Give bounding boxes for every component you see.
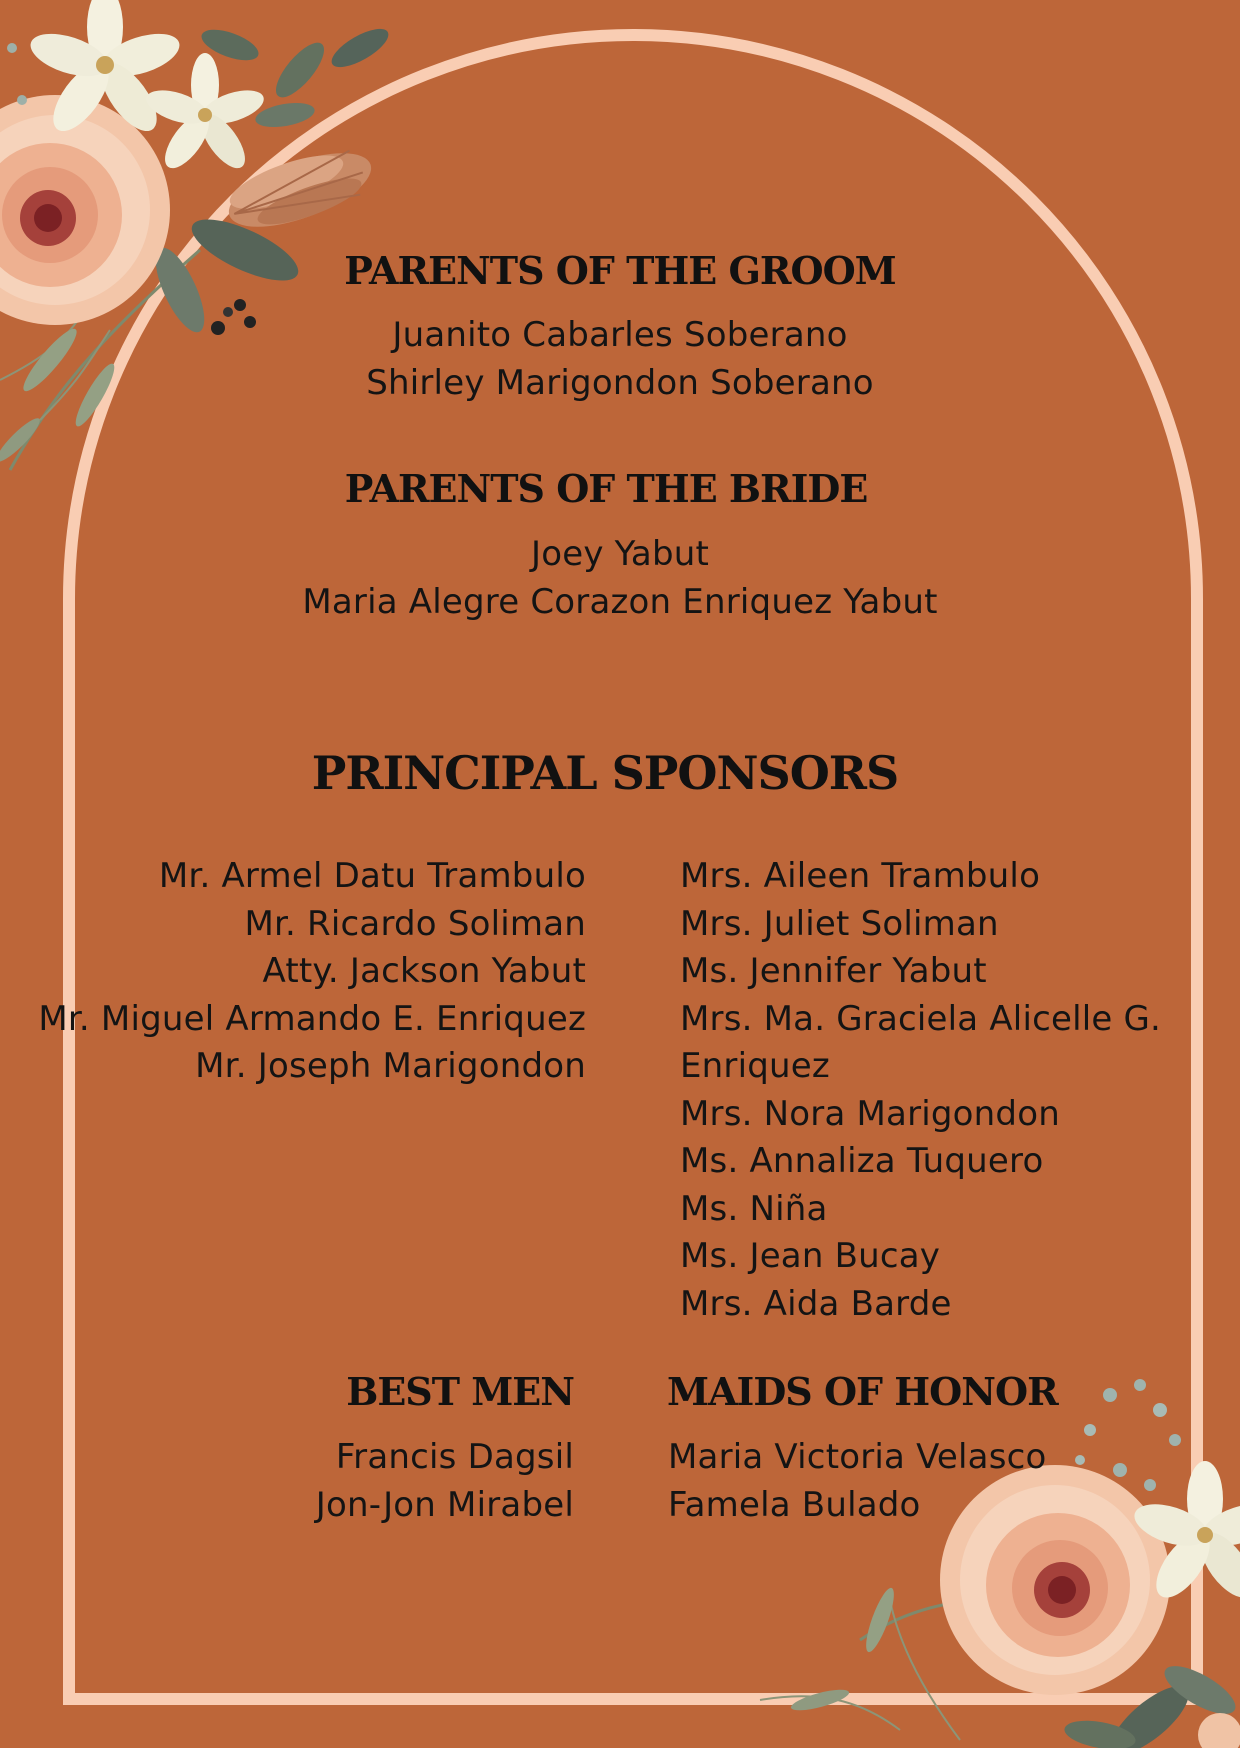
list-item: Mrs. Nora Marigondon <box>680 1093 1060 1134</box>
list-item: Juanito Cabarles Soberano <box>392 315 848 355</box>
parents-bride-list <box>0 531 1240 626</box>
best-men-heading: BEST MEN <box>346 1369 574 1414</box>
list-item: Mrs. Juliet Soliman <box>680 903 999 944</box>
list-item: Joey Yabut <box>530 534 710 574</box>
list-item: Famela Bulado <box>668 1484 921 1525</box>
maids-of-honor-list <box>668 1434 1228 1529</box>
list-item: Maria Alegre Corazon Enriquez Yabut <box>302 581 938 622</box>
list-item: Atty. Jackson Yabut <box>262 951 586 991</box>
list-item: Mr. Joseph Marigondon <box>195 1046 586 1086</box>
list-item: Ms. Jennifer Yabut <box>680 951 987 991</box>
list-item: Mrs. Aileen Trambulo <box>680 856 1041 896</box>
parents-groom-list <box>0 312 1240 407</box>
list-item: Mr. Armel Datu Trambulo <box>158 856 586 896</box>
principal-sponsors-heading: PRINCIPAL SPONSORS <box>311 746 899 800</box>
list-item: Maria Victoria Velasco <box>668 1437 1047 1477</box>
best-men-list <box>0 1434 574 1529</box>
list-item: Shirley Marigondon Soberano <box>366 362 874 403</box>
list-item: Ms. Jean Bucay <box>680 1236 941 1276</box>
list-item: Mr. Miguel Armando E. Enriquez <box>38 998 586 1039</box>
list-item: Ms. Niña <box>680 1188 828 1229</box>
list-item: Mrs. Ma. Graciela Alicelle G. <box>680 998 1162 1039</box>
list-item: Jon-Jon Mirabel <box>315 1484 574 1525</box>
list-item: Francis Dagsil <box>335 1437 574 1477</box>
parents-groom-heading: PARENTS OF THE GROOM <box>344 248 896 293</box>
sponsors-men-list <box>0 853 586 1091</box>
list-item: Ms. Annaliza Tuquero <box>680 1141 1044 1181</box>
maids-of-honor-heading: MAIDS OF HONOR <box>667 1369 1058 1414</box>
list-item: Enriquez <box>680 1046 830 1086</box>
sponsors-women-list <box>680 853 1220 1328</box>
parents-bride-heading: PARENTS OF THE BRIDE <box>344 466 868 511</box>
list-item: Mr. Ricardo Soliman <box>244 903 586 944</box>
list-item: Mrs. Aida Barde <box>680 1283 952 1324</box>
